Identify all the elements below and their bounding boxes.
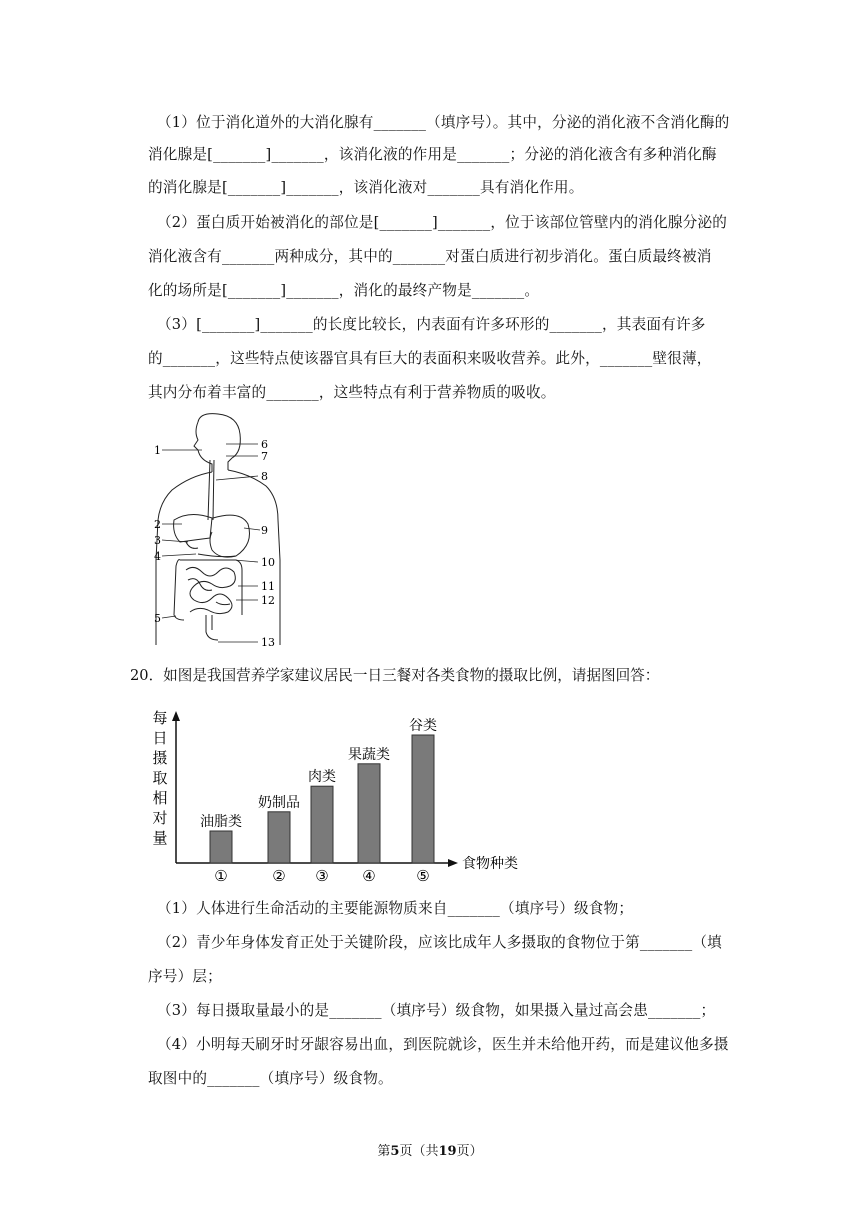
q20-line-5: （4）小明每天刷牙时牙龈容易出血，到医院就诊，医生并未给他开药，而是建议他多摄: [157, 1036, 729, 1053]
x-tick-label-5: ⑤: [416, 867, 430, 885]
q20-stem: 20．如图是我国营养学家建议居民一日三餐对各类食物的摄取比例，请据图回答：: [130, 667, 660, 684]
anatomy-label-3: 3: [154, 534, 161, 547]
y-axis-label-char: 量: [152, 829, 168, 847]
page-footer: [0, 1140, 860, 1159]
bar-5: [412, 735, 434, 863]
y-axis-label-char: 日: [152, 729, 168, 747]
anatomy-label-10: 10: [261, 556, 275, 569]
y-axis-label-char: 取: [152, 769, 168, 787]
bar-label-4: 果蔬类: [348, 746, 390, 763]
y-axis-label-char: 摄: [152, 749, 168, 767]
x-axis-label: 食物种类: [462, 856, 518, 872]
bar-1: [210, 831, 232, 863]
bar-label-1: 油脂类: [200, 814, 242, 830]
bar-3: [311, 786, 333, 863]
y-axis-label: [152, 709, 167, 847]
x-tick-label-1: ①: [214, 867, 228, 885]
bar-4: [358, 764, 380, 863]
footer-page-number: 5: [390, 1144, 400, 1159]
anatomy-label-8: 8: [261, 470, 268, 483]
anatomy-label-4: 4: [154, 550, 161, 563]
q20-line-2: （2）青少年身体发育正处于关键阶段，应该比成年人多摄取的食物位于第_______（填: [157, 934, 722, 951]
q19-line-4: （2）蛋白质开始被消化的部位是[_______]_______，位于该部位管壁内的消化腺分泌的: [157, 214, 728, 231]
footer-suffix: 页）: [456, 1144, 483, 1159]
q19-line-5: 消化液含有_______两种成分，其中的_______对蛋白质进行初步消化。蛋白质最终被消: [148, 248, 712, 265]
q19-line-7: （3）[_______]_______的长度比较长，内表面有许多环形的_______，其表面有许多: [157, 316, 706, 333]
q20-line-6: 取图中的_______（填序号）级食物。: [148, 1070, 393, 1087]
anatomy-label-7: 7: [261, 450, 268, 463]
food-intake-bar-chart: [148, 705, 538, 885]
q20-line-1: （1）人体进行生命活动的主要能源物质来自_______（填序号）级食物；: [157, 900, 634, 917]
x-axis-arrow: [448, 859, 458, 867]
q20-line-3: 序号）层；: [148, 968, 222, 985]
anatomy-label-2: 2: [154, 518, 161, 531]
y-axis-arrow: [172, 711, 180, 721]
footer-prefix: 第: [377, 1144, 391, 1159]
y-axis-label-char: 对: [152, 809, 168, 827]
q19-line-1: （1）位于消化道外的大消化腺有_______（填序号）。其中，分泌的消化液不含消化酶的: [157, 114, 730, 131]
bar-label-2: 奶制品: [258, 794, 300, 811]
q19-line-3: 的消化腺是[_______]_______，该消化液对_______具有消化作用。: [148, 179, 584, 196]
x-tick-label-2: ②: [272, 867, 286, 885]
y-axis-label-char: 每: [152, 709, 168, 727]
bar-label-5: 谷类: [409, 718, 437, 734]
q19-line-9: 其内分布着丰富的_______，这些特点有利于营养物质的吸收。: [148, 384, 556, 401]
q19-line-2: 消化腺是[_______]_______，该消化液的作用是_______；分泌的消化液含有多种消化酶: [148, 146, 717, 163]
y-axis-label-char: 相: [152, 789, 168, 807]
footer-mid: 页（共: [399, 1144, 439, 1159]
q20-line-4: （3）每日摄取量最小的是_______（填序号）级食物，如果摄入量过高会患_______；: [157, 1002, 716, 1019]
digestive-system-diagram: [150, 410, 290, 655]
anatomy-label-5: 5: [154, 612, 161, 625]
bar-2: [268, 812, 290, 863]
bar-label-3: 肉类: [308, 769, 336, 786]
x-tick-label-4: ④: [362, 867, 376, 885]
q19-line-6: 化的场所是[_______]_______，消化的最终产物是_______。: [148, 282, 540, 299]
anatomy-label-13: 13: [261, 636, 275, 649]
q19-line-8: 的_______，这些特点使该器官具有巨大的表面积来吸收营养。此外，_______壁很薄，: [148, 350, 712, 367]
anatomy-label-6: 6: [261, 438, 268, 451]
anatomy-label-12: 12: [261, 594, 275, 607]
anatomy-label-1: 1: [154, 444, 161, 457]
footer-total-pages: 19: [438, 1144, 457, 1159]
anatomy-label-11: 11: [261, 580, 275, 593]
x-tick-label-3: ③: [315, 867, 329, 885]
anatomy-label-9: 9: [261, 524, 268, 537]
